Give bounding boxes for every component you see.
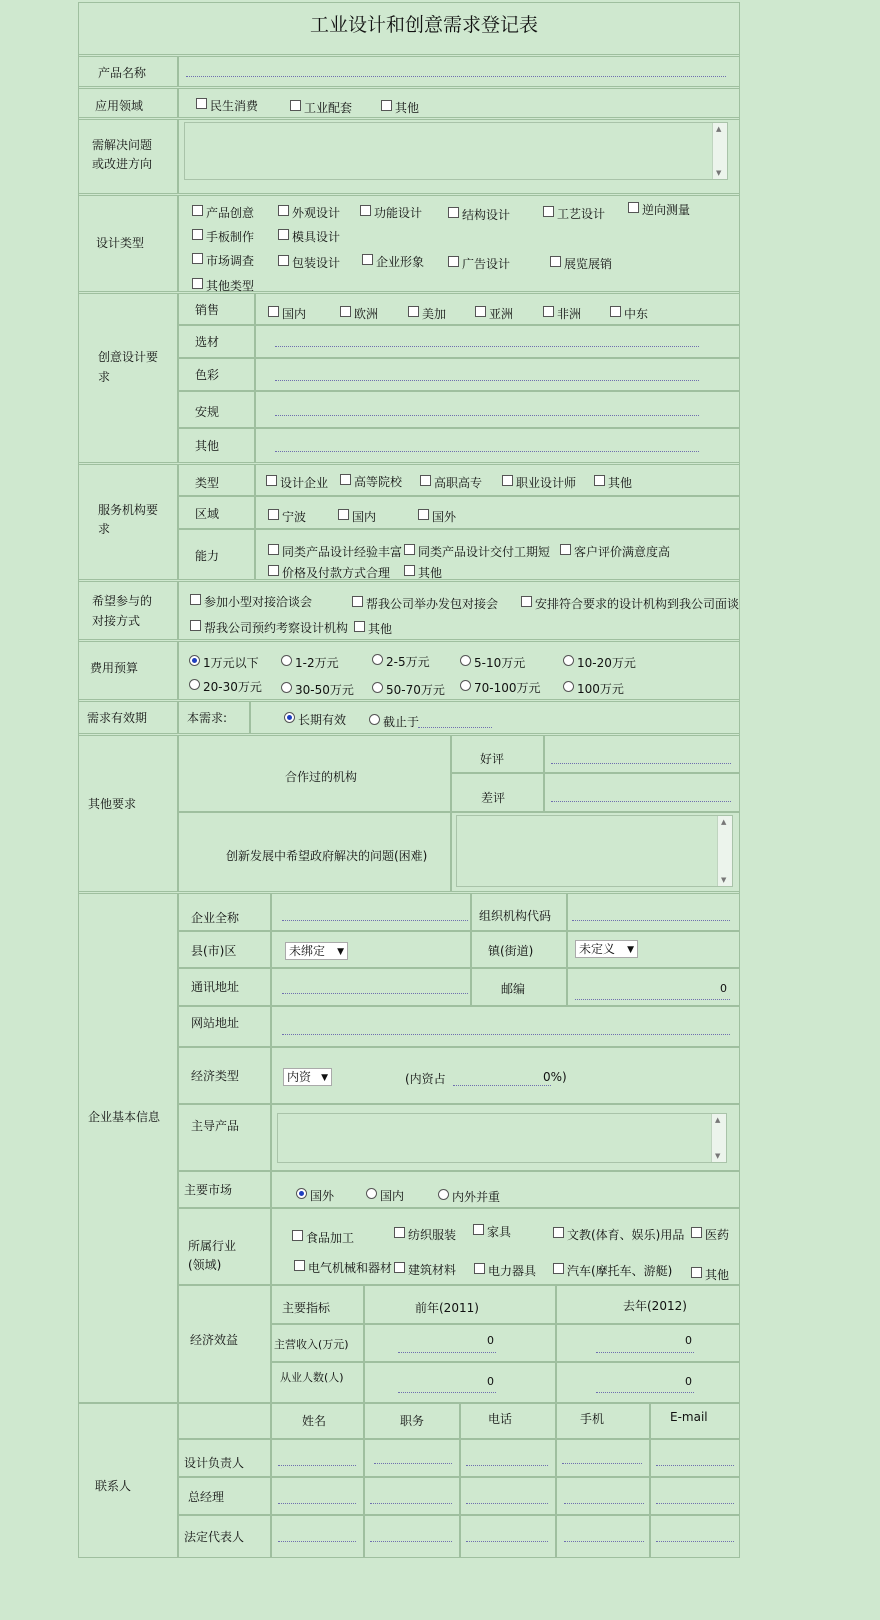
contact-header-mobile: 手机	[580, 1412, 605, 1426]
safety-input[interactable]	[275, 415, 699, 416]
industry-option: 建筑材料	[408, 1263, 457, 1277]
budget-option: 70-100万元	[474, 681, 541, 695]
design-type-option: 产品创意	[206, 206, 255, 220]
service-ability-checkbox[interactable]	[404, 565, 415, 576]
zip-label: 邮编	[501, 982, 526, 996]
page-title: 工业设计和创意需求登记表	[309, 14, 538, 36]
docking-option: 参加小型对接洽谈会	[204, 595, 313, 609]
service-ability-checkbox[interactable]	[268, 565, 279, 576]
industry-option: 文教(体育、娱乐)用品	[567, 1228, 685, 1242]
contact-input[interactable]	[278, 1541, 356, 1542]
service-type-checkbox[interactable]	[502, 475, 513, 486]
budget-option: 1-2万元	[295, 656, 339, 670]
design-type-option: 功能设计	[374, 206, 423, 220]
last-year-header: 去年(2012)	[623, 1299, 687, 1313]
service-ability-option: 其他	[418, 566, 443, 580]
industry-label: 所属行业	[188, 1239, 237, 1253]
contact-row-label: 法定代表人	[184, 1530, 245, 1544]
service-label: 服务机构要	[98, 503, 159, 517]
bad-review-label: 差评	[481, 791, 506, 805]
domestic-share-suffix: 0%)	[543, 1070, 567, 1084]
docking-checkbox[interactable]	[521, 596, 532, 607]
problem-textarea[interactable]	[184, 122, 728, 180]
product-name-label: 产品名称	[98, 66, 147, 80]
town-select[interactable]	[575, 940, 638, 958]
budget-option: 100万元	[577, 682, 624, 696]
contact-header-phone: 电话	[488, 1412, 513, 1426]
service-ability-checkbox[interactable]	[560, 544, 571, 555]
design-type-option: 工艺设计	[557, 207, 606, 221]
gov-problem-label: 创新发展中希望政府解决的问题(困难)	[226, 849, 428, 863]
creative-other-label: 其他	[195, 439, 220, 453]
town-select-value: 未定义	[579, 942, 616, 956]
service-ability-option: 同类产品设计交付工期短	[418, 545, 551, 559]
design-type-checkbox[interactable]	[192, 205, 203, 216]
docking-option: 其他	[368, 622, 393, 636]
design-type-checkbox[interactable]	[278, 255, 289, 266]
design-type-option: 外观设计	[292, 206, 341, 220]
chevron-down-icon: ▼	[337, 947, 344, 957]
benefit-label: 经济效益	[190, 1333, 239, 1347]
econ-type-select[interactable]	[283, 1068, 332, 1086]
domestic-share-input[interactable]	[453, 1085, 551, 1086]
design-type-option: 广告设计	[462, 257, 511, 271]
application-option-label: 其他	[395, 101, 420, 115]
validity-sub-label: 本需求:	[187, 711, 228, 725]
website-label: 网站地址	[191, 1016, 240, 1030]
textarea-scrollbar[interactable]	[717, 816, 732, 886]
town-label: 镇(街道)	[488, 944, 534, 958]
county-select[interactable]	[285, 942, 348, 960]
design-type-option: 结构设计	[462, 208, 511, 222]
docking-checkbox[interactable]	[352, 596, 363, 607]
budget-radio[interactable]	[372, 682, 383, 693]
service-type-label: 类型	[195, 476, 220, 490]
design-type-checkbox[interactable]	[278, 229, 289, 240]
application-label: 应用领域	[95, 99, 144, 113]
creative-label: 求	[98, 370, 111, 384]
contact-input[interactable]	[562, 1463, 642, 1464]
material-label: 选材	[195, 335, 220, 349]
contact-input[interactable]	[374, 1463, 452, 1464]
application-option-label: 民生消费	[210, 99, 259, 113]
sales-checkbox[interactable]	[268, 306, 279, 317]
market-radio-selected[interactable]	[296, 1188, 307, 1199]
other-label: 其他要求	[88, 797, 137, 811]
design-type-checkbox[interactable]	[448, 207, 459, 218]
budget-label: 费用预算	[90, 661, 139, 675]
design-type-option: 企业形象	[376, 255, 425, 269]
bad-review-input[interactable]	[551, 801, 731, 802]
service-type-checkbox[interactable]	[340, 474, 351, 485]
cooperated-label: 合作过的机构	[285, 770, 358, 784]
service-type-option: 设计企业	[280, 476, 329, 490]
industry-option: 其他	[705, 1268, 730, 1282]
validity-radio-deadline[interactable]	[369, 714, 380, 725]
budget-option: 20-30万元	[203, 680, 262, 694]
application-checkbox-consumer[interactable]	[196, 98, 207, 109]
econ-type-label: 经济类型	[191, 1069, 240, 1083]
service-ability-option: 客户评价满意度高	[574, 545, 671, 559]
contact-header-email: E-mail	[670, 1410, 708, 1424]
industry-checkbox[interactable]	[691, 1227, 702, 1238]
contact-input[interactable]	[656, 1503, 734, 1504]
sales-option: 美加	[422, 307, 447, 321]
industry-checkbox[interactable]	[292, 1230, 303, 1241]
design-type-option: 展览展销	[564, 257, 613, 271]
validity-option: 截止于	[383, 715, 420, 729]
sales-label: 销售	[195, 303, 220, 317]
docking-checkbox[interactable]	[354, 621, 365, 632]
contact-label: 联系人	[95, 1479, 132, 1493]
main-product-textarea[interactable]	[277, 1113, 727, 1163]
employees-prev-input[interactable]	[398, 1392, 496, 1393]
docking-checkbox[interactable]	[190, 620, 201, 631]
industry-checkbox[interactable]	[394, 1262, 405, 1273]
service-ability-option: 同类产品设计经验丰富	[282, 545, 403, 559]
service-region-checkbox[interactable]	[338, 509, 349, 520]
safety-label: 安规	[195, 405, 220, 419]
econ-type-value: 内资	[287, 1070, 312, 1084]
budget-option: 50-70万元	[386, 683, 445, 697]
sales-checkbox[interactable]	[408, 306, 419, 317]
validity-option: 长期有效	[298, 713, 347, 727]
budget-radio[interactable]	[189, 679, 200, 690]
budget-option: 1万元以下	[203, 656, 259, 670]
design-type-label: 设计类型	[96, 236, 145, 250]
market-radio[interactable]	[438, 1189, 449, 1200]
zip-input[interactable]	[575, 999, 730, 1000]
creative-other-input[interactable]	[275, 451, 699, 452]
docking-checkbox[interactable]	[190, 594, 201, 605]
contact-input[interactable]	[278, 1503, 356, 1504]
creative-label: 创意设计要	[98, 350, 159, 364]
budget-option: 10-20万元	[577, 656, 636, 670]
industry-checkbox[interactable]	[394, 1227, 405, 1238]
budget-radio[interactable]	[460, 655, 471, 666]
contact-row-label: 设计负责人	[184, 1456, 245, 1470]
revenue-prev-value: 0	[487, 1334, 494, 1347]
service-type-option: 高职高专	[434, 476, 483, 490]
docking-label: 希望参与的	[92, 594, 153, 608]
design-type-checkbox[interactable]	[448, 256, 459, 267]
budget-option: 2-5万元	[386, 655, 430, 669]
design-type-checkbox[interactable]	[362, 254, 373, 265]
employees-last-input[interactable]	[596, 1392, 694, 1393]
docking-option: 帮我公司预约考察设计机构	[204, 621, 349, 635]
application-checkbox-industrial[interactable]	[290, 100, 301, 111]
sales-checkbox[interactable]	[475, 306, 486, 317]
validity-radio-longterm[interactable]	[284, 712, 295, 723]
problem-label: 或改进方向	[92, 157, 153, 171]
contact-input[interactable]	[564, 1541, 644, 1542]
industry-option: 汽车(摩托车、游艇)	[567, 1264, 673, 1278]
sales-checkbox[interactable]	[543, 306, 554, 317]
good-review-label: 好评	[480, 752, 505, 766]
county-label: 县(市)区	[191, 944, 237, 958]
service-region-option: 国外	[432, 510, 457, 524]
revenue-last-input[interactable]	[596, 1352, 694, 1353]
good-review-input[interactable]	[551, 763, 731, 764]
contact-input[interactable]	[656, 1465, 734, 1466]
budget-radio[interactable]	[372, 654, 383, 665]
industry-checkbox[interactable]	[294, 1260, 305, 1271]
validity-label: 需求有效期	[87, 711, 148, 725]
employees-label: 从业人数(人)	[280, 1371, 344, 1384]
contact-input[interactable]	[370, 1503, 452, 1504]
market-option: 国内	[380, 1189, 405, 1203]
contact-input[interactable]	[466, 1541, 548, 1542]
budget-radio[interactable]	[281, 682, 292, 693]
textarea-scrollbar[interactable]	[712, 123, 727, 179]
sales-checkbox[interactable]	[340, 306, 351, 317]
validity-deadline-input[interactable]	[418, 727, 492, 728]
budget-option: 5-10万元	[474, 656, 526, 670]
service-region-option: 宁波	[282, 510, 307, 524]
sales-option: 国内	[282, 307, 307, 321]
design-type-option: 手板制作	[206, 230, 255, 244]
sales-option: 非洲	[557, 307, 582, 321]
contact-input[interactable]	[466, 1503, 548, 1504]
design-type-option: 模具设计	[292, 230, 341, 244]
design-type-option: 逆向测量	[642, 203, 691, 217]
industry-option: 电力器具	[488, 1264, 537, 1278]
employees-prev-value: 0	[487, 1375, 494, 1388]
docking-label: 对接方式	[92, 614, 141, 628]
design-type-option: 包装设计	[292, 256, 341, 270]
service-region-option: 国内	[352, 510, 377, 524]
design-type-checkbox[interactable]	[192, 229, 203, 240]
prev-year-header: 前年(2011)	[415, 1301, 479, 1315]
service-region-checkbox[interactable]	[418, 509, 429, 520]
budget-radio[interactable]	[460, 680, 471, 691]
service-type-option: 高等院校	[354, 475, 403, 489]
contact-input[interactable]	[466, 1465, 548, 1466]
org-code-label: 组织机构代码	[479, 909, 552, 923]
textarea-scrollbar[interactable]	[711, 1114, 726, 1162]
color-input[interactable]	[275, 380, 699, 381]
industry-checkbox[interactable]	[553, 1227, 564, 1238]
service-ability-checkbox[interactable]	[404, 544, 415, 555]
design-type-checkbox[interactable]	[543, 206, 554, 217]
main-market-label: 主要市场	[184, 1183, 233, 1197]
design-type-checkbox[interactable]	[550, 256, 561, 267]
industry-option: 医药	[705, 1228, 730, 1242]
design-type-option: 市场调查	[206, 254, 255, 268]
domestic-share-label: (内资占	[405, 1072, 446, 1086]
material-input[interactable]	[275, 346, 699, 347]
contact-input[interactable]	[656, 1541, 734, 1542]
contact-header-name: 姓名	[302, 1414, 327, 1428]
industry-option: 电气机械和器材	[308, 1261, 393, 1275]
county-select-value: 未绑定	[289, 944, 326, 958]
indicator-header: 主要指标	[282, 1301, 331, 1315]
design-type-checkbox[interactable]	[360, 205, 371, 216]
employees-last-value: 0	[685, 1375, 692, 1388]
problem-label: 需解决问题	[92, 138, 153, 152]
main-product-label: 主导产品	[191, 1119, 240, 1133]
contact-header-title: 职务	[400, 1414, 425, 1428]
contact-input[interactable]	[278, 1465, 356, 1466]
design-type-option: 其他类型	[206, 279, 255, 293]
revenue-last-value: 0	[685, 1334, 692, 1347]
budget-option: 30-50万元	[295, 683, 354, 697]
sales-option: 欧洲	[354, 307, 379, 321]
budget-radio-selected[interactable]	[189, 655, 200, 666]
gov-problem-textarea[interactable]	[456, 815, 733, 887]
industry-option: 家具	[487, 1225, 512, 1239]
budget-radio[interactable]	[281, 655, 292, 666]
design-type-checkbox[interactable]	[192, 253, 203, 264]
chevron-down-icon: ▼	[321, 1073, 328, 1083]
market-radio[interactable]	[366, 1188, 377, 1199]
service-type-option: 其他	[608, 476, 633, 490]
service-ability-checkbox[interactable]	[268, 544, 279, 555]
contact-input[interactable]	[564, 1503, 644, 1504]
org-code-input[interactable]	[572, 920, 730, 921]
sales-checkbox[interactable]	[610, 306, 621, 317]
service-type-option: 职业设计师	[516, 476, 577, 490]
company-fullname-input[interactable]	[282, 920, 468, 921]
budget-radio[interactable]	[563, 655, 574, 666]
service-label: 求	[98, 522, 111, 536]
service-ability-label: 能力	[195, 549, 220, 563]
website-input[interactable]	[282, 1034, 730, 1035]
zip-value: 0	[720, 982, 727, 995]
industry-checkbox[interactable]	[553, 1263, 564, 1274]
service-type-checkbox[interactable]	[594, 475, 605, 486]
revenue-prev-input[interactable]	[398, 1352, 496, 1353]
color-label: 色彩	[195, 368, 220, 382]
application-option-label: 工业配套	[304, 101, 353, 115]
market-option: 内外并重	[452, 1190, 501, 1204]
design-type-checkbox[interactable]	[278, 205, 289, 216]
design-type-checkbox[interactable]	[628, 202, 639, 213]
application-checkbox-other[interactable]	[381, 100, 392, 111]
industry-option: 食品加工	[306, 1231, 355, 1245]
service-type-checkbox[interactable]	[420, 475, 431, 486]
docking-option: 帮我公司举办发包对接会	[366, 597, 499, 611]
industry-checkbox[interactable]	[473, 1224, 484, 1235]
industry-option: 纺织服装	[408, 1228, 457, 1242]
service-region-label: 区域	[195, 507, 220, 521]
contact-input[interactable]	[370, 1541, 452, 1542]
design-type-checkbox[interactable]	[192, 278, 203, 289]
company-fullname-label: 企业全称	[191, 911, 240, 925]
address-label: 通讯地址	[191, 980, 240, 994]
docking-option: 安排符合要求的设计机构到我公司面谈	[535, 597, 740, 611]
market-option: 国外	[310, 1189, 335, 1203]
budget-radio[interactable]	[563, 681, 574, 692]
sales-option: 亚洲	[489, 307, 514, 321]
company-label: 企业基本信息	[88, 1110, 161, 1124]
service-type-checkbox[interactable]	[266, 475, 277, 486]
address-input[interactable]	[282, 993, 468, 994]
sales-option: 中东	[624, 307, 649, 321]
contact-row-label: 总经理	[188, 1490, 225, 1504]
industry-checkbox[interactable]	[691, 1267, 702, 1278]
service-ability-option: 价格及付款方式合理	[282, 566, 391, 580]
service-region-checkbox[interactable]	[268, 509, 279, 520]
chevron-down-icon: ▼	[627, 945, 634, 955]
industry-checkbox[interactable]	[474, 1263, 485, 1274]
industry-label: (领域)	[188, 1258, 222, 1272]
revenue-label: 主营收入(万元)	[274, 1338, 349, 1351]
product-name-input[interactable]	[186, 76, 726, 77]
